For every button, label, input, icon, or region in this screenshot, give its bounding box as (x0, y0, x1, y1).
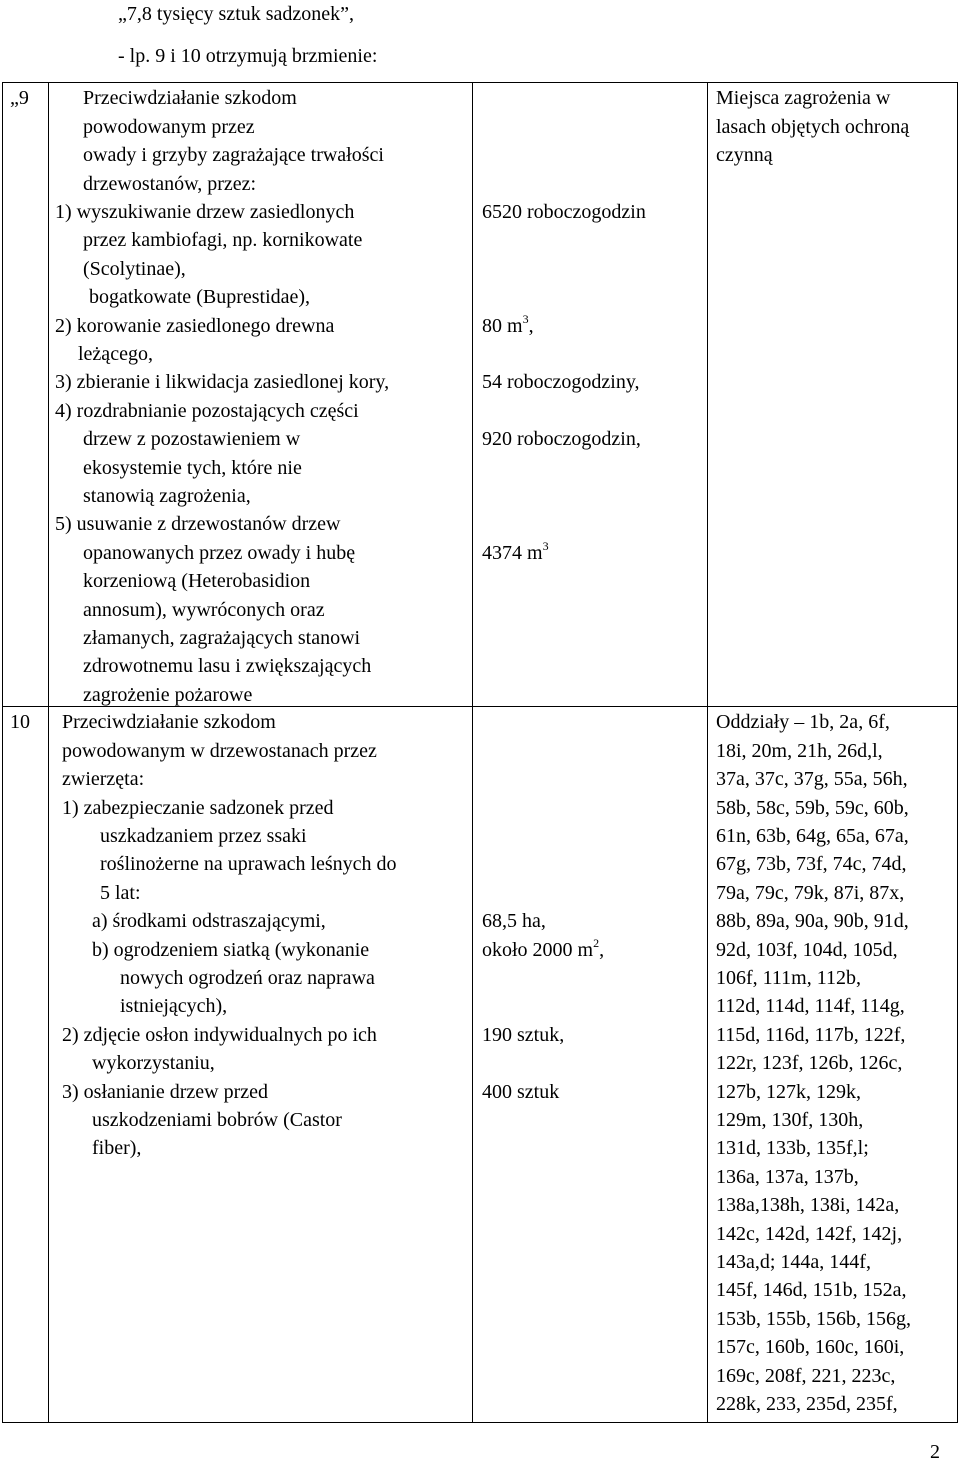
location-line: 129m, 130f, 130h, (716, 1109, 864, 1131)
location-line: 136a, 137a, 137b, (716, 1166, 859, 1188)
location-line: Miejsca zagrożenia w (716, 87, 891, 109)
intro-line-1: „7,8 tysięcy sztuk sadzonek”, (118, 3, 355, 25)
desc-line: 1) zabezpieczanie sadzonek przed (62, 797, 334, 819)
row-number: 10 (10, 711, 30, 733)
desc-line: 5 lat: (100, 882, 141, 904)
location-line: 37a, 37c, 37g, 55a, 56h, (716, 768, 908, 790)
desc-line: przez kambiofagi, np. kornikowate (83, 229, 363, 251)
quantity: 6520 roboczogodzin (482, 201, 646, 223)
col-divider-3 (707, 82, 708, 1423)
location-line: 79a, 79c, 79k, 87i, 87x, (716, 882, 905, 904)
desc-line: istniejących), (120, 995, 228, 1017)
desc-line: wykorzystaniu, (92, 1052, 215, 1074)
quantity: 4374 $m^3$ (482, 539, 549, 564)
desc-line: uszkadzaniem przez ssaki (100, 825, 307, 847)
desc-line: b) ogrodzeniem siatką (wykonanie (92, 939, 370, 961)
quantity: 68,5 ha, (482, 910, 546, 932)
desc-line: 2) korowanie zasiedlonego drewna (55, 315, 335, 337)
desc-line: stanowią zagrożenia, (83, 485, 251, 507)
desc-line: roślinożerne na uprawach leśnych do (100, 853, 397, 875)
desc-line: owady i grzyby zagrażające trwałości (83, 144, 384, 166)
location-line: 112d, 114d, 114f, 114g, (716, 995, 905, 1017)
table-right-border (957, 82, 958, 1423)
desc-line: fiber), (92, 1137, 142, 1159)
desc-line: 4) rozdrabnianie pozostających części (55, 400, 359, 422)
desc-line: drzewostanów, przez: (83, 173, 257, 195)
desc-line: 3) osłanianie drzew przed (62, 1081, 269, 1103)
quantity: 190 sztuk, (482, 1024, 565, 1046)
quantity: około 2000 $m^2$, (482, 936, 605, 961)
quantity: 920 roboczogodzin, (482, 428, 641, 450)
table-left-border (2, 82, 3, 1423)
quantity: 400 sztuk (482, 1081, 560, 1103)
desc-line: 2) zdjęcie osłon indywidualnych po ich (62, 1024, 377, 1046)
desc-line: zwierzęta: (62, 768, 145, 790)
location-line: 169c, 208f, 221, 223c, (716, 1365, 896, 1387)
desc-line: opanowanych przez owady i hubę (83, 542, 356, 564)
desc-line: ekosystemie tych, które nie (83, 457, 302, 479)
location-line: 88b, 89a, 90a, 90b, 91d, (716, 910, 909, 932)
location-line: 58b, 58c, 59b, 59c, 60b, (716, 797, 909, 819)
desc-line: bogatkowate (Buprestidae), (89, 286, 311, 308)
desc-line: a) środkami odstraszającymi, (92, 910, 326, 932)
desc-line: 1) wyszukiwanie drzew zasiedlonych (55, 201, 355, 223)
desc-line: drzew z pozostawieniem w (83, 428, 301, 450)
location-line: 67g, 73b, 73f, 74c, 74d, (716, 853, 907, 875)
desc-line: leżącego, (78, 343, 153, 365)
desc-line: korzeniową (Heterobasidion (83, 570, 311, 592)
intro-line-2: - lp. 9 i 10 otrzymują brzmienie: (118, 45, 378, 67)
quantity: 80 $m^3$, (482, 312, 534, 337)
desc-line: uszkodzeniami bobrów (Castor (92, 1109, 342, 1131)
desc-line: zagrożenie pożarowe (83, 684, 253, 706)
col-divider-1 (48, 82, 49, 1423)
desc-line: 3) zbieranie i likwidacja zasiedlonej kory, (55, 371, 390, 393)
desc-line: 5) usuwanie z drzewostanów drzew (55, 513, 341, 535)
desc-line: Przeciwdziałanie szkodom (62, 711, 276, 733)
location-line: 106f, 111m, 112b, (716, 967, 861, 989)
location-line: 115d, 116d, 117b, 122f, (716, 1024, 906, 1046)
quantity: 54 roboczogodziny, (482, 371, 640, 393)
table-top-border (2, 82, 957, 83)
location-line: 131d, 133b, 135f,l; (716, 1137, 869, 1159)
desc-line: powodowanym przez (83, 116, 255, 138)
location-line: 127b, 127k, 129k, (716, 1081, 861, 1103)
desc-line: annosum), wywróconych oraz (83, 599, 325, 621)
location-line: 61n, 63b, 64g, 65a, 67a, (716, 825, 909, 847)
table-bottom-border (2, 1422, 957, 1423)
location-line: 143a,d; 144a, 144f, (716, 1251, 871, 1273)
location-line: 92d, 103f, 104d, 105d, (716, 939, 898, 961)
location-line: 122r, 123f, 126b, 126c, (716, 1052, 903, 1074)
location-line: 138a,138h, 138i, 142a, (716, 1194, 900, 1216)
desc-line: nowych ogrodzeń oraz naprawa (120, 967, 375, 989)
col-divider-2 (472, 82, 473, 1423)
desc-line: zdrowotnemu lasu i zwiększających (83, 655, 372, 677)
location-line: 157c, 160b, 160c, 160i, (716, 1336, 905, 1358)
row-number: „9 (10, 87, 29, 109)
location-line: 18i, 20m, 21h, 26d,l, (716, 740, 883, 762)
location-line: czynną (716, 144, 773, 166)
location-line: Oddziały – 1b, 2a, 6f, (716, 711, 890, 733)
location-line: 228k, 233, 235d, 235f, (716, 1393, 898, 1415)
location-line: 153b, 155b, 156b, 156g, (716, 1308, 911, 1330)
desc-line: złamanych, zagrażających stanowi (83, 627, 361, 649)
location-line: 145f, 146d, 151b, 152a, (716, 1279, 907, 1301)
desc-line: (Scolytinae), (83, 258, 186, 280)
location-line: 142c, 142d, 142f, 142j, (716, 1223, 903, 1245)
desc-line: Przeciwdziałanie szkodom (83, 87, 297, 109)
location-line: lasach objętych ochroną (716, 116, 910, 138)
desc-line: powodowanym w drzewostanach przez (62, 740, 377, 762)
page-number: 2 (930, 1441, 940, 1463)
